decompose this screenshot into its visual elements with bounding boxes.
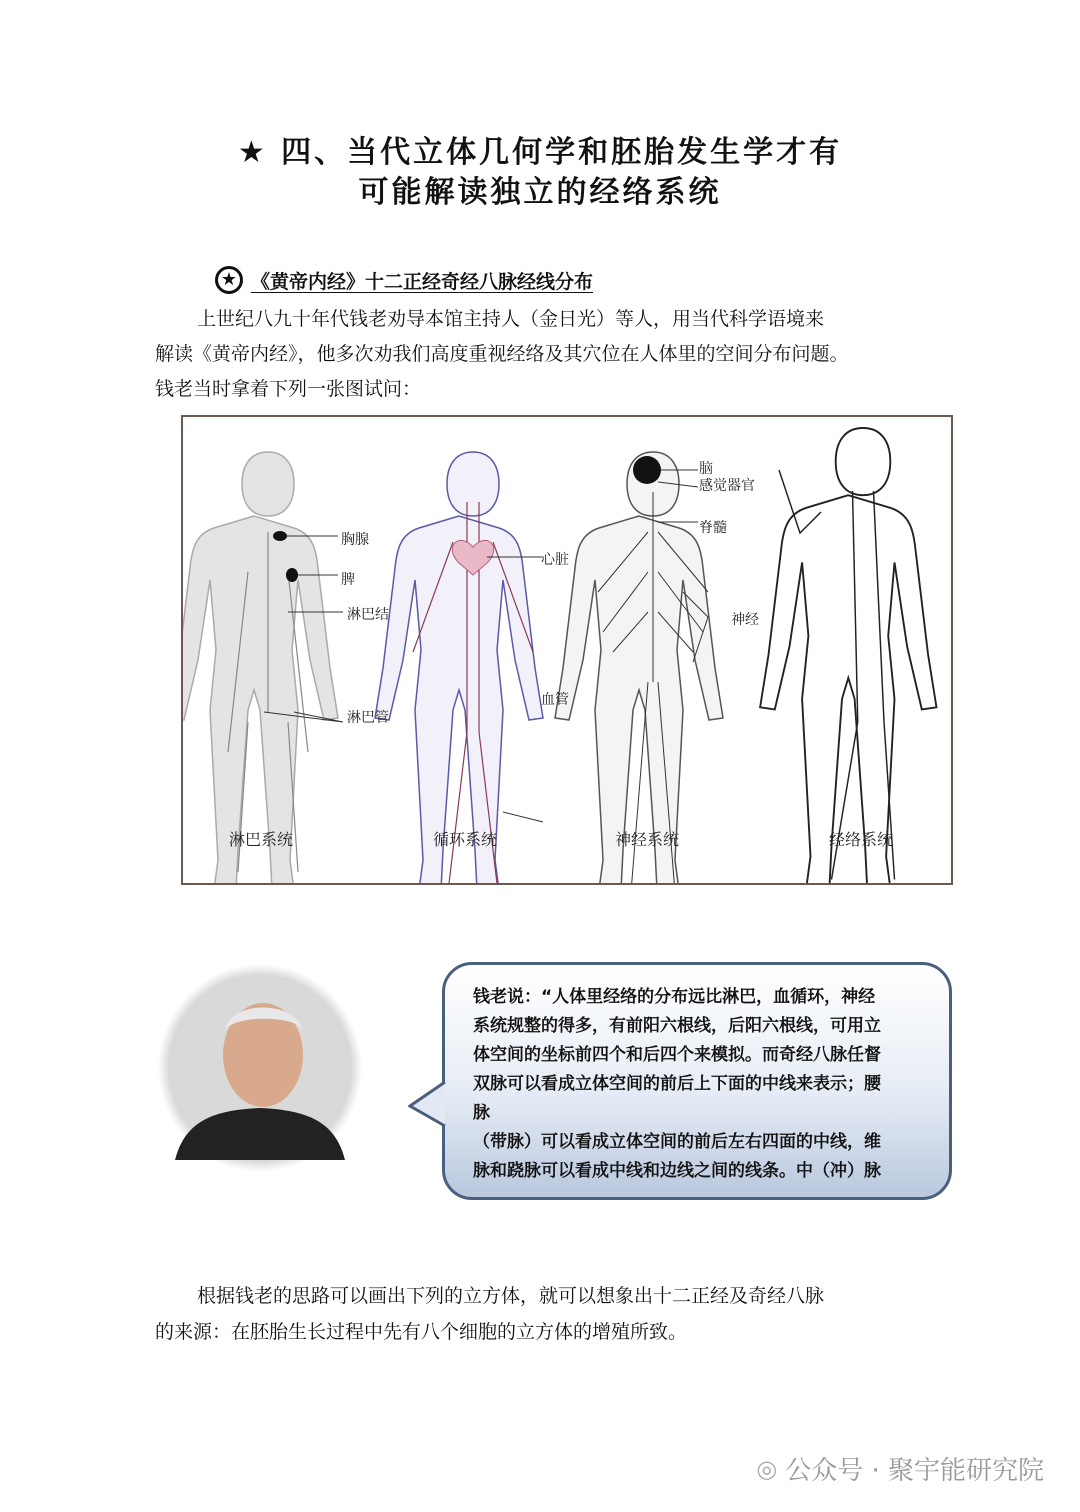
label-spinal-cord: 脊髓	[699, 520, 727, 536]
section-title-line1: ★ 四、当代立体几何学和胚胎发生学才有	[237, 135, 843, 170]
nervous-figure	[555, 452, 723, 883]
body-systems-figure	[181, 415, 953, 885]
circulation-figure	[375, 452, 543, 883]
body-systems-illustration	[183, 417, 951, 883]
label-spleen: 脾	[341, 572, 355, 588]
caption-nervous: 神经系统	[615, 830, 680, 849]
label-thymus: 胸腺	[341, 532, 369, 548]
wechat-icon: ◎	[756, 1454, 778, 1483]
label-sense-organs: 感觉器官	[699, 478, 755, 494]
subheading-text: 《黄帝内经》十二正经奇经八脉经线分布	[251, 270, 594, 293]
subheading	[215, 266, 593, 294]
label-lymph-node: 淋巴结	[347, 607, 389, 623]
label-lymph-vessel: 淋巴管	[347, 710, 389, 726]
lymph-figure	[183, 452, 343, 883]
label-heart: 心脏	[541, 552, 569, 568]
intro-line-3: 钱老当时拿着下列一张图试问：	[155, 378, 422, 400]
quote-line: 脉和跷脉可以看成中线和边线之间的线条。中（冲）脉	[473, 1161, 881, 1181]
quote-line: 系统规整的得多，有前阳六根线，后阳六根线，可用立	[473, 1016, 881, 1036]
caption-meridian: 经络系统	[829, 830, 894, 849]
label-nerve: 神经	[731, 612, 759, 628]
label-blood-vessel: 血管	[541, 692, 569, 708]
quote-line: 脉	[473, 1103, 490, 1123]
conclusion-line-1: 根据钱老的思路可以画出下列的立方体，就可以想象出十二正经及奇经八脉	[197, 1285, 825, 1307]
quote-line: 双脉可以看成立体空间的前后上下面的中线来表示；腰	[473, 1074, 881, 1094]
speech-bubble-tail	[408, 1080, 448, 1130]
portrait-photo	[155, 960, 365, 1175]
quote-line: 钱老说：“人体里经络的分布远比淋巴，血循环，神经	[473, 987, 876, 1007]
meridian-figure	[760, 428, 936, 883]
watermark	[756, 1450, 1044, 1487]
star-circle-icon: ★	[215, 266, 243, 294]
label-brain: 脑	[699, 461, 713, 477]
quote-line: （带脉）可以看成立体空间的前后左右四面的中线，维	[473, 1132, 881, 1152]
intro-line-2: 解读《黄帝内经》，他多次劝我们高度重视经络及其穴位在人体里的空间分布问题。	[155, 343, 849, 365]
conclusion-line-2: 的来源：在胚胎生长过程中先有八个细胞的立方体的增殖所致。	[155, 1321, 688, 1343]
quote-line: 体空间的坐标前四个和后四个来模拟。而奇经八脉任督	[473, 1045, 881, 1065]
caption-circulation: 循环系统	[433, 830, 498, 849]
quote-speech-bubble	[442, 962, 952, 1200]
intro-line-1: 上世纪八九十年代钱老劝导本馆主持人（金日光）等人，用当代科学语境来	[197, 308, 825, 330]
caption-lymph: 淋巴系统	[229, 830, 294, 849]
section-title-line2: 可能解读独立的经络系统	[358, 175, 722, 210]
watermark-text: 公众号 · 聚宇能研究院	[785, 1456, 1044, 1486]
